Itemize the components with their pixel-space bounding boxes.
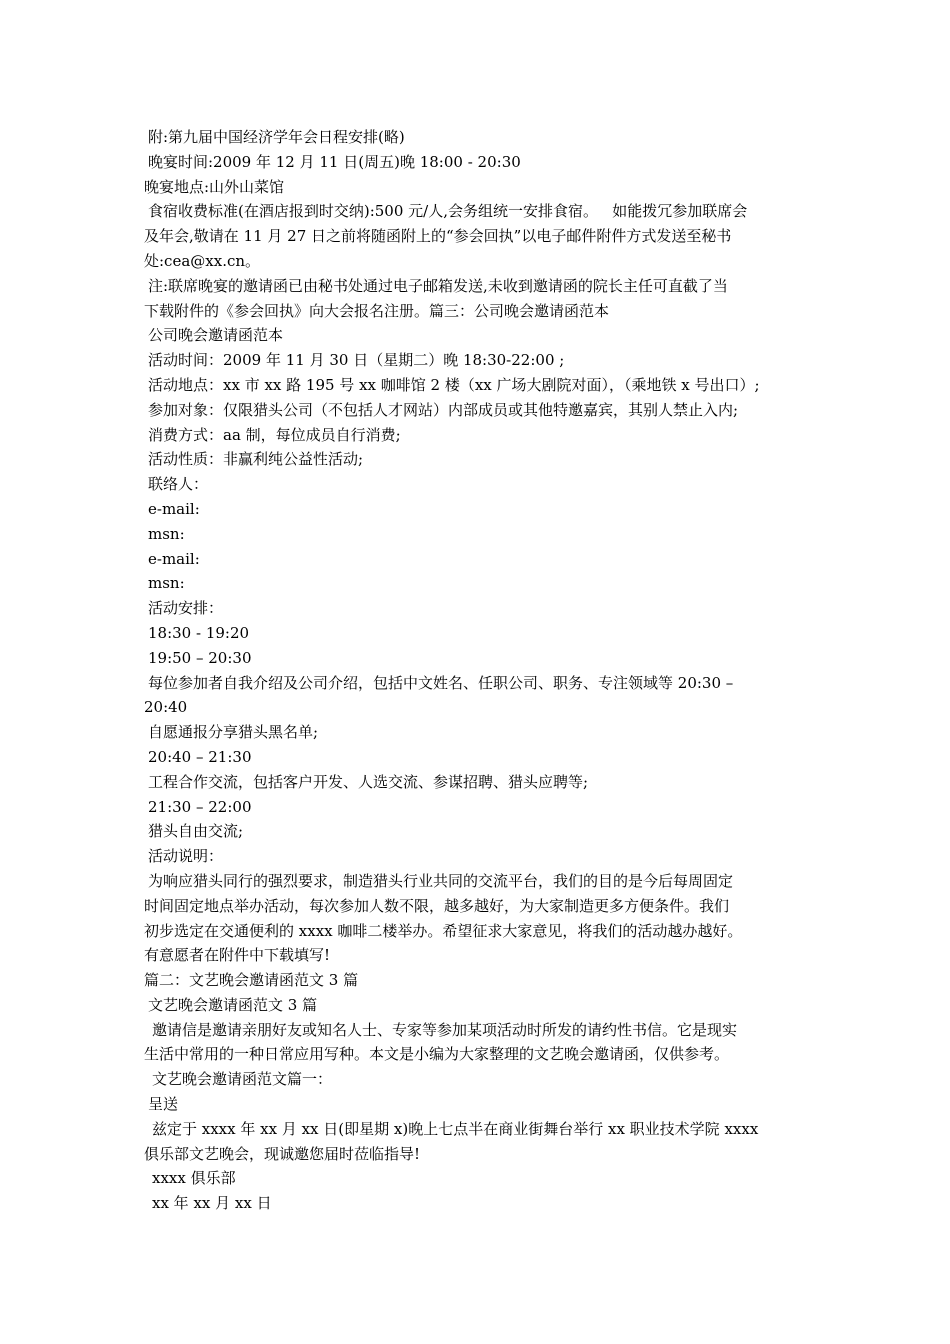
text-line: 参加对象：仅限猎头公司（不包括人才网站）内部成员或其他特邀嘉宾，其别人禁止入内; [148, 400, 739, 419]
text-line: 初步选定在交通便利的 xxxx 咖啡二楼举办。希望征求大家意见，将我们的活动越办越好。 [144, 921, 743, 940]
text-line: 篇二：文艺晚会邀请函范文 3 篇 [144, 971, 359, 990]
text-line: 处:cea@xx.cn。 [144, 251, 261, 270]
text-line: 20:40 – 21:30 [148, 747, 252, 766]
text-line: 文艺晚会邀请函范文篇一： [152, 1070, 333, 1089]
text-line: 生活中常用的一种日常应用写种。本文是小编为大家整理的文艺晚会邀请函，仅供参考。 [144, 1045, 730, 1064]
text-line: 有意愿者在附件中下载填写! [144, 946, 331, 965]
text-line: 及年会,敬请在 11 月 27 日之前将随函附上的“参会回执”以电子邮件附件方式发送至秘书 [144, 227, 732, 246]
text-line: 19:50 – 20:30 [148, 648, 252, 667]
text-line: 兹定于 xxxx 年 xx 月 xx 日(即星期 x)晚上七点半在商业街舞台举行 xx 职业技术学院 xxxx [152, 1119, 759, 1138]
text-line: 文艺晚会邀请函范文 3 篇 [148, 995, 318, 1014]
text-line: 食宿收费标准(在酒店报到时交纳):500 元/人,会务组统一安排食宿。 如能拨冗参加联席会 [148, 202, 748, 221]
text-line: msn: [148, 524, 185, 543]
text-line: xx 年 xx 月 xx 日 [152, 1194, 272, 1213]
text-line: 猎头自由交流; [148, 822, 244, 841]
text-line: 呈送 [148, 1095, 179, 1114]
text-line: 联络人： [148, 475, 209, 494]
text-line: 注:联席晚宴的邀请函已由秘书处通过电子邮箱发送,未收到邀请函的院长主任可直截了当 [148, 276, 728, 295]
text-line: 邀请信是邀请亲朋好友或知名人士、专家等参加某项活动时所发的请约性书信。它是现实 [152, 1020, 738, 1039]
text-line: 时间固定地点举办活动，每次参加人数不限，越多越好，为大家制造更多方便条件。我们 [144, 896, 730, 915]
text-line: 晚宴时间:2009 年 12 月 11 日(周五)晚 18:00 - 20:30 [148, 152, 521, 171]
text-line: 活动地点：xx 市 xx 路 195 号 xx 咖啡馆 2 楼（xx 广场大剧院对面），（乘地铁 x 号出口）; [148, 375, 760, 394]
text-line: 21:30 – 22:00 [148, 797, 252, 816]
text-line: 活动性质：非赢利纯公益性活动; [148, 450, 364, 469]
text-line: 活动安排： [148, 599, 224, 618]
document-body [144, 125, 814, 1216]
text-line: 18:30 - 19:20 [148, 623, 250, 642]
text-line: xxxx 俱乐部 [152, 1169, 236, 1188]
text-line: 20:40 [144, 698, 188, 717]
text-line: 每位参加者自我介绍及公司介绍，包括中文姓名、任职公司、职务、专注领域等 20:30 – [148, 673, 734, 692]
text-line: msn: [148, 574, 185, 593]
text-line: 俱乐部文艺晚会，现诚邀您届时莅临指导! [144, 1144, 421, 1163]
text-line: 自愿通报分享猎头黑名单; [148, 723, 319, 742]
text-line: e-mail: [148, 499, 200, 518]
text-line: 消费方式：aa 制，每位成员自行消费; [148, 425, 401, 444]
text-line: 公司晚会邀请函范本 [148, 326, 284, 345]
text-line: 下载附件的《参会回执》向大会报名注册。篇三：公司晚会邀请函范本 [144, 301, 610, 320]
text-line: 为响应猎头同行的强烈要求，制造猎头行业共同的交流平台，我们的目的是今后每周固定 [148, 871, 734, 890]
text-line: 附:第九届中国经济学年会日程安排(略) [148, 128, 405, 146]
text-line: 活动时间：2009 年 11 月 30 日（星期二）晚 18:30-22:00 ; [148, 351, 565, 370]
text-line: 工程合作交流，包括客户开发、人选交流、参谋招聘、猎头应聘等; [148, 772, 589, 791]
text-line: e-mail: [148, 549, 200, 568]
text-line: 活动说明： [148, 847, 224, 866]
text-line: 晚宴地点:山外山菜馆 [144, 177, 285, 196]
